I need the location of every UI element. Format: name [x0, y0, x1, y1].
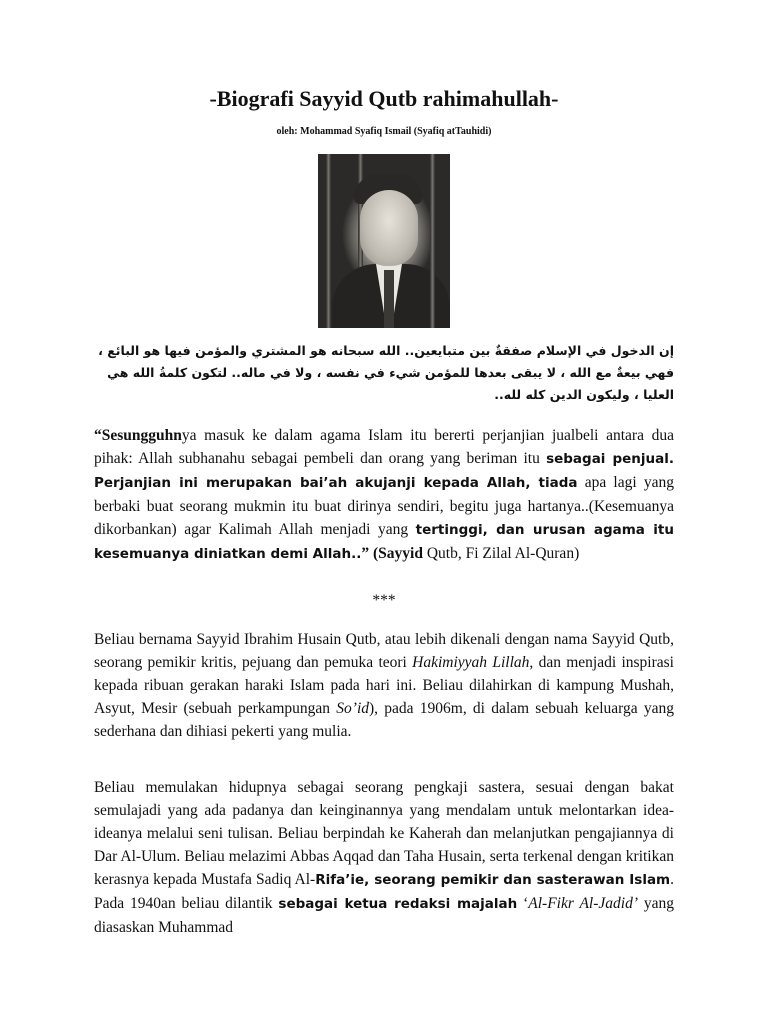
para-part: ), pada 1906m, di dalam sebuah keluarga yang sederhana dan dihiasi pekerti yang mulia.: [94, 700, 675, 740]
quote-part: tertinggi, dan urusan agama itu kesemuanya diniatkan demi Allah..: [94, 522, 674, 562]
quote-part: “Sesungguhn: [94, 427, 182, 444]
para-part: Al-Fikr Al-Jadid’: [528, 895, 638, 912]
author-line: oleh: Mohammad Syafiq Ismail (Syafiq atTauhidi): [276, 126, 492, 137]
para-part: ‘: [517, 895, 529, 912]
para-part: So’id: [336, 700, 370, 717]
quote-part: Qutb, Fi Zilal Al-Quran): [422, 545, 580, 562]
tie-shape: [384, 270, 394, 328]
quote-paragraph: [94, 424, 674, 566]
face-shape: [360, 190, 418, 266]
quote-part: sebagai penjual. Perjanjian ini merupakan bai’ah akujanji kepada Allah, tiada: [94, 451, 674, 491]
para-part: Hakimiyyah Lillah: [412, 654, 530, 671]
para-part: sebagai ketua redaksi majalah: [278, 896, 518, 912]
biography-paragraph-2: [94, 776, 674, 939]
cell-bar: [430, 154, 435, 328]
quote-part: apa lagi yang berbaki buat seorang mukmin itu buat dirinya sendiri, begitu juga hartanya..(Kesemuanya dikorbankan) agar Kalimah Allah menjadi yang: [94, 474, 674, 538]
quote-part: ya masuk ke dalam agama Islam itu bererti perjanjian jualbeli antara dua pihak: Allah subhanahu sebagai pembeli dan orang yang beriman itu: [94, 427, 674, 467]
arabic-quote: إن الدخول في الإسلام صفقةٌ بين متبايعين.. الله سبحانه هو المشتري والمؤمن فيها هو البائع ، فهي بيعةٌ مع الله ، لا يبقى بعدها للمؤمن شيء في نفسه ، ولا في ماله.. لتكون كلمةُ الله هي العليا ، وليكون الدين كله لله..: [98, 343, 674, 402]
quote-part: ” (Sayyid: [361, 545, 423, 562]
portrait-photo: [318, 154, 450, 328]
para-part: , dan menjadi inspirasi kepada ribuan gerakan haraki Islam pada hari ini. Beliau dilahirkan di kampung Mushah, Asyut, Mesir (sebuah perkampungan: [94, 654, 674, 717]
para-part: Rifa’ie, seorang pemikir dan sasterawan Islam: [315, 872, 671, 888]
para-part: . Pada 1940an beliau dilantik: [94, 871, 674, 912]
cell-bar: [326, 154, 331, 328]
biography-paragraph-1: [94, 628, 674, 743]
para-part: yang diasaskan Muhammad: [94, 895, 674, 936]
para-part: Beliau bernama Sayyid Ibrahim Husain Qutb, atau lebih dikenali dengan nama Sayyid Qutb, seorang pemikir kritis, pejuang dan pemuka teori: [94, 631, 674, 671]
para-part: Beliau memulakan hidupnya sebagai seorang pengkaji sastera, sesuai dengan bakat semulajadi yang ada padanya dan keinginannya yang mendalam untuk melontarkan idea-ideanya melalui seni tulisan. Beliau berpindah ke Kaherah dan melanjutkan pengajiannya di Dar Al-Ulum. Beliau melazimi Abbas Aqqad dan Taha Husain, serta terkenal dengan kritikan kerasnya kepada Mustafa Sadiq Al-: [94, 779, 674, 888]
section-separator: ***: [372, 592, 396, 609]
document-title: -Biografi Sayyid Qutb rahimahullah-: [209, 86, 559, 111]
